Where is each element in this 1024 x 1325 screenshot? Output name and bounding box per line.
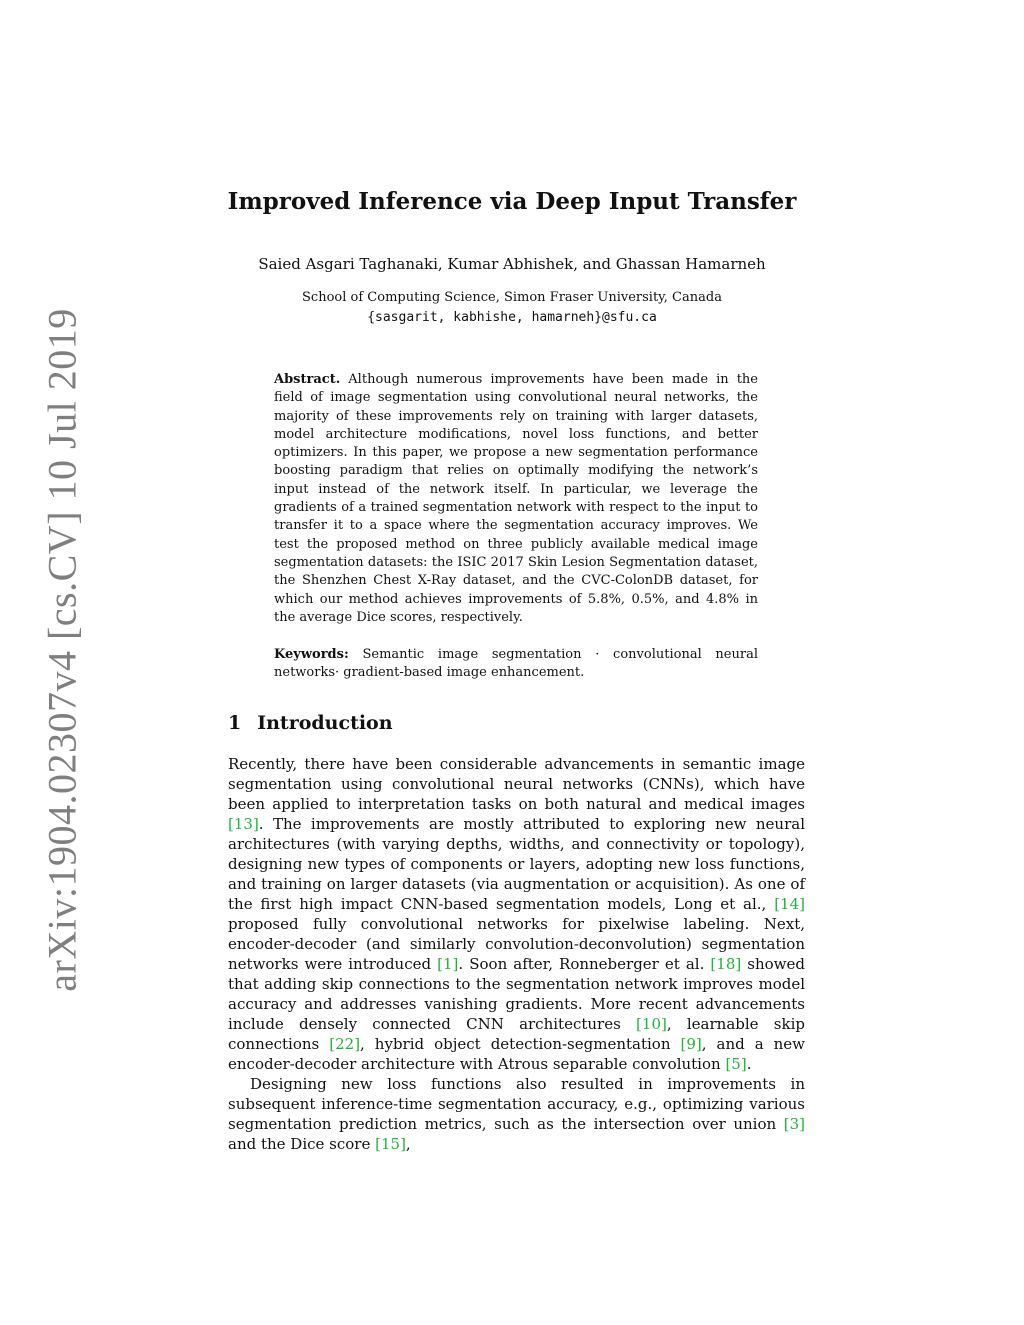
citation-link[interactable]: [9] <box>680 1035 702 1053</box>
text-span: , learnable skip connections <box>228 1015 805 1053</box>
text-span: showed that adding skip connections to the segmentation network improves model accuracy and addresses vanishing gradients. More recent advancements include densely connected CNN architectures <box>228 955 805 1033</box>
section-number: 1 <box>228 712 242 734</box>
author-emails: {sasgarit, kabhishe, hamarneh}@sfu.ca <box>367 310 657 325</box>
section-title: Introduction <box>257 712 393 734</box>
text-span: . Soon after, Ronneberger et al. <box>458 955 711 973</box>
keywords <box>274 646 758 683</box>
citation-link[interactable]: [15] <box>375 1135 406 1153</box>
keywords-label: Keywords: <box>274 647 349 662</box>
paragraph-1 <box>228 754 805 1074</box>
abstract <box>274 371 758 627</box>
text-span: . <box>746 1055 752 1073</box>
author-list: Saied Asgari Taghanaki, Kumar Abhishek, and Ghassan Hamarneh <box>258 255 766 273</box>
keywords-text: Semantic image segmentation · convolutional neural networks· gradient-based image enhancement. <box>274 647 758 681</box>
citation-link[interactable]: [22] <box>329 1035 361 1053</box>
citation-link[interactable]: [5] <box>725 1055 747 1073</box>
text-span: and the Dice score <box>228 1135 376 1153</box>
text-span: Designing new loss functions also resulted in improvements in subsequent inference-time segmentation accuracy, e.g., optimizing various segmentation prediction metrics, such as the intersection over union <box>228 1075 805 1133</box>
citation-link[interactable]: [10] <box>636 1015 667 1033</box>
paragraph-2 <box>228 1074 805 1154</box>
text-span: Recently, there have been considerable advancements in semantic image segmentation using convolutional neural networks (CNNs), which have been applied to interpretation tasks on both natural and medical images <box>228 755 805 813</box>
arxiv-identifier: arXiv:1904.02307v4 [cs.CV] 10 Jul 2019 <box>39 308 85 992</box>
citation-link[interactable]: [14] <box>774 895 805 913</box>
introduction-body <box>228 754 805 1154</box>
text-span: proposed fully convolutional networks for pixelwise labeling. Next, encoder-decoder (and similarly convolution-deconvolution) segmentation networks were introduced <box>228 915 805 973</box>
citation-link[interactable]: [3] <box>783 1115 805 1133</box>
text-span: , hybrid object detection-segmentation <box>360 1035 681 1053</box>
abstract-label: Abstract. <box>274 372 341 387</box>
affiliation: School of Computing Science, Simon Fraser University, Canada <box>302 290 722 305</box>
section-heading <box>228 712 393 734</box>
abstract-text: Although numerous improvements have been made in the field of image segmentation using convolutional neural networks, the majority of these improvements rely on training with larger datasets, model architecture modifications, novel loss functions, and better optimizers. In this paper, we propose a new segmentation performance boosting paradigm that relies on optimally modifying the network’s input instead of the network itself. In particular, we leverage the gradients of a trained segmentation network with respect to the input to transfer it to a space where the segmentation accuracy improves. We test the proposed method on three publicly available medical image segmentation datasets: the ISIC 2017 Skin Lesion Segmentation dataset, the Shenzhen Chest X-Ray dataset, and the CVC-ColonDB dataset, for which our method achieves improvements of 5.8%, 0.5%, and 4.8% in the average Dice scores, respectively. <box>274 372 758 625</box>
citation-link[interactable]: [1] <box>437 955 459 973</box>
paper-title: Improved Inference via Deep Input Transfer <box>227 188 797 215</box>
text-span: , <box>405 1135 411 1153</box>
text-span: . The improvements are mostly attributed to exploring new neural architectures (with varying depths, widths, and connectivity or topology), designing new types of components or layers, adopting new loss functions, and training on larger datasets (via augmentation or acquisition). As one of the first high impact CNN-based segmentation models, Long et al., <box>228 815 805 913</box>
text-span: , and a new encoder-decoder architecture with Atrous separable convolution <box>228 1035 806 1073</box>
citation-link[interactable]: [18] <box>710 955 742 973</box>
citation-link[interactable]: [13] <box>228 815 259 833</box>
